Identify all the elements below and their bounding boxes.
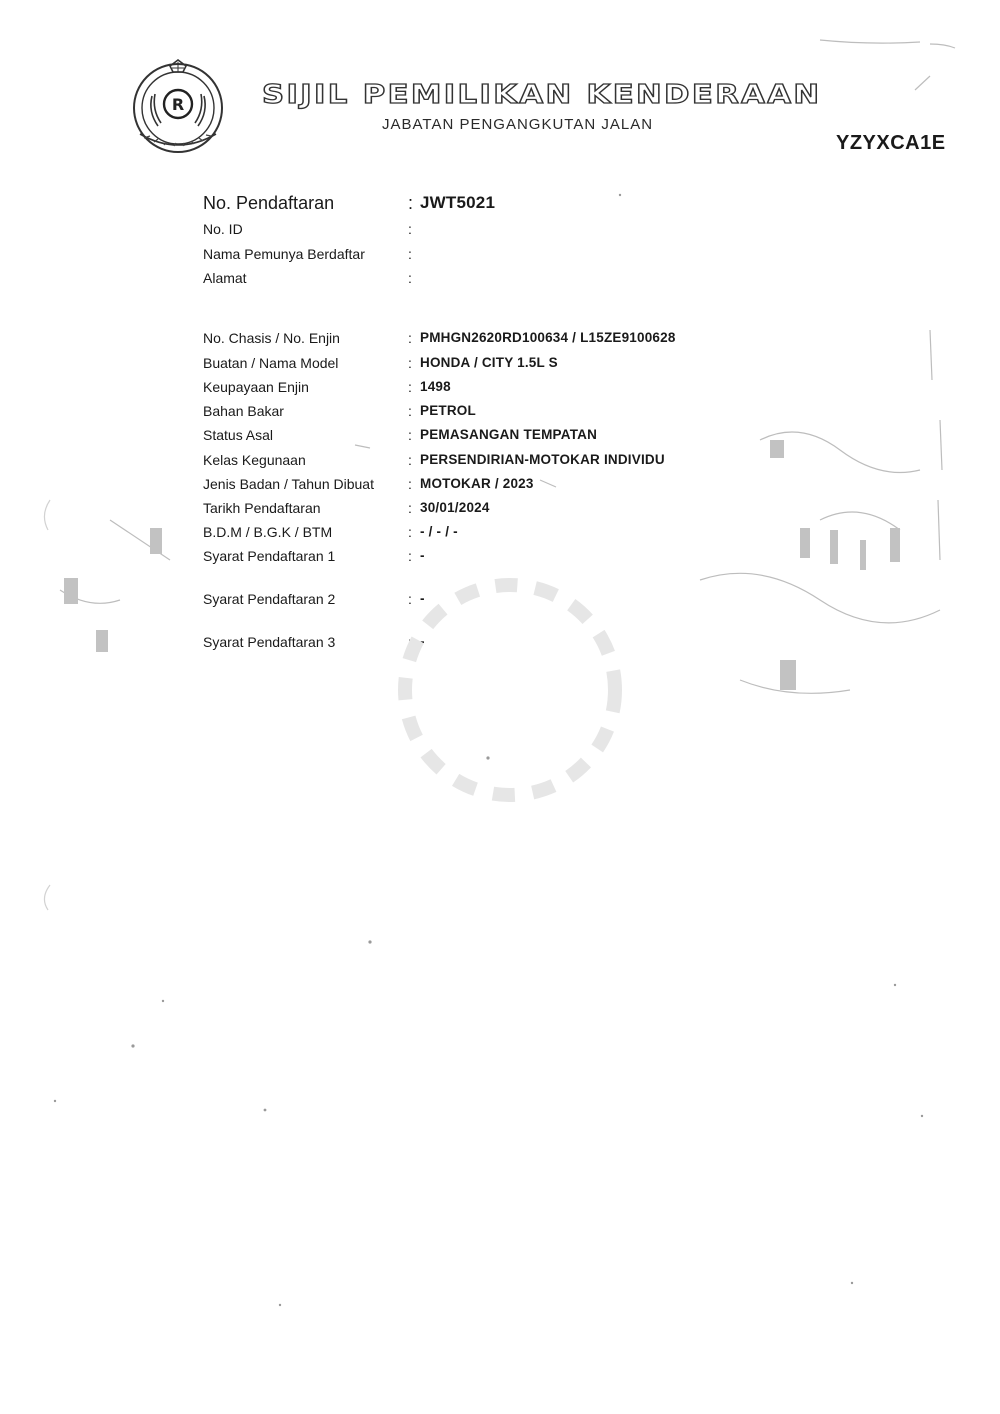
field-value: - / - / - — [420, 524, 458, 539]
field-label: No. Pendaftaran — [203, 193, 335, 213]
field-colon: : — [408, 403, 412, 419]
field-colon: : — [408, 355, 412, 371]
field-value: MOTOKAR / 2023 — [420, 476, 534, 491]
field-label: No. ID — [203, 221, 243, 237]
field-label: Syarat Pendaftaran 3 — [203, 634, 336, 650]
svg-text:R: R — [171, 95, 185, 114]
field-colon: : — [408, 634, 412, 650]
field-value: 30/01/2024 — [420, 500, 490, 515]
field-colon: : — [408, 500, 412, 516]
field-colon: : — [408, 379, 412, 395]
reference-code: YZYXCA1E — [836, 132, 946, 154]
document-subtitle: JABATAN PENGANGKUTAN JALAN — [382, 116, 654, 133]
field-colon: : — [408, 476, 412, 492]
field-label: B.D.M / B.G.K / BTM — [203, 524, 333, 540]
field-colon: : — [408, 221, 412, 237]
field-label: Kelas Kegunaan — [203, 452, 306, 468]
field-label: Bahan Bakar — [203, 403, 284, 419]
field-label: Tarikh Pendaftaran — [203, 500, 321, 516]
field-colon: : — [408, 270, 412, 286]
field-value: - — [420, 548, 425, 563]
watermark-ring — [360, 540, 660, 840]
field-label: Syarat Pendaftaran 2 — [203, 591, 336, 607]
field-label: Jenis Badan / Tahun Dibuat — [203, 476, 374, 492]
field-label: Alamat — [203, 270, 247, 286]
field-value: JWT5021 — [420, 193, 496, 212]
field-label: No. Chasis / No. Enjin — [203, 330, 340, 346]
field-label: Nama Pemunya Berdaftar — [203, 246, 365, 262]
field-label: Status Asal — [203, 427, 274, 443]
jpj-crest-emblem — [128, 56, 228, 156]
document-title: SIJIL PEMILIKAN KENDERAAN — [262, 80, 822, 110]
field-colon: : — [408, 193, 414, 213]
field-colon: : — [408, 548, 412, 564]
field-colon: : — [408, 452, 412, 468]
field-colon: : — [408, 330, 412, 346]
field-label: Syarat Pendaftaran 1 — [203, 548, 336, 564]
field-label: Keupayaan Enjin — [203, 379, 309, 395]
field-colon: : — [408, 246, 412, 262]
field-value: - — [420, 634, 425, 649]
field-value: PERSENDIRIAN-MOTOKAR INDIVIDU — [420, 452, 665, 467]
field-value: 1498 — [420, 379, 451, 394]
field-colon: : — [408, 591, 412, 607]
field-value: PETROL — [420, 403, 476, 418]
field-value: PMHGN2620RD100634 / L15ZE9100628 — [420, 330, 676, 345]
field-colon: : — [408, 427, 412, 443]
field-colon: : — [408, 524, 412, 540]
field-value: HONDA / CITY 1.5L S — [420, 355, 558, 370]
field-value: - — [420, 591, 425, 606]
field-value: PEMASANGAN TEMPATAN — [420, 427, 598, 442]
field-label: Buatan / Nama Model — [203, 355, 339, 371]
